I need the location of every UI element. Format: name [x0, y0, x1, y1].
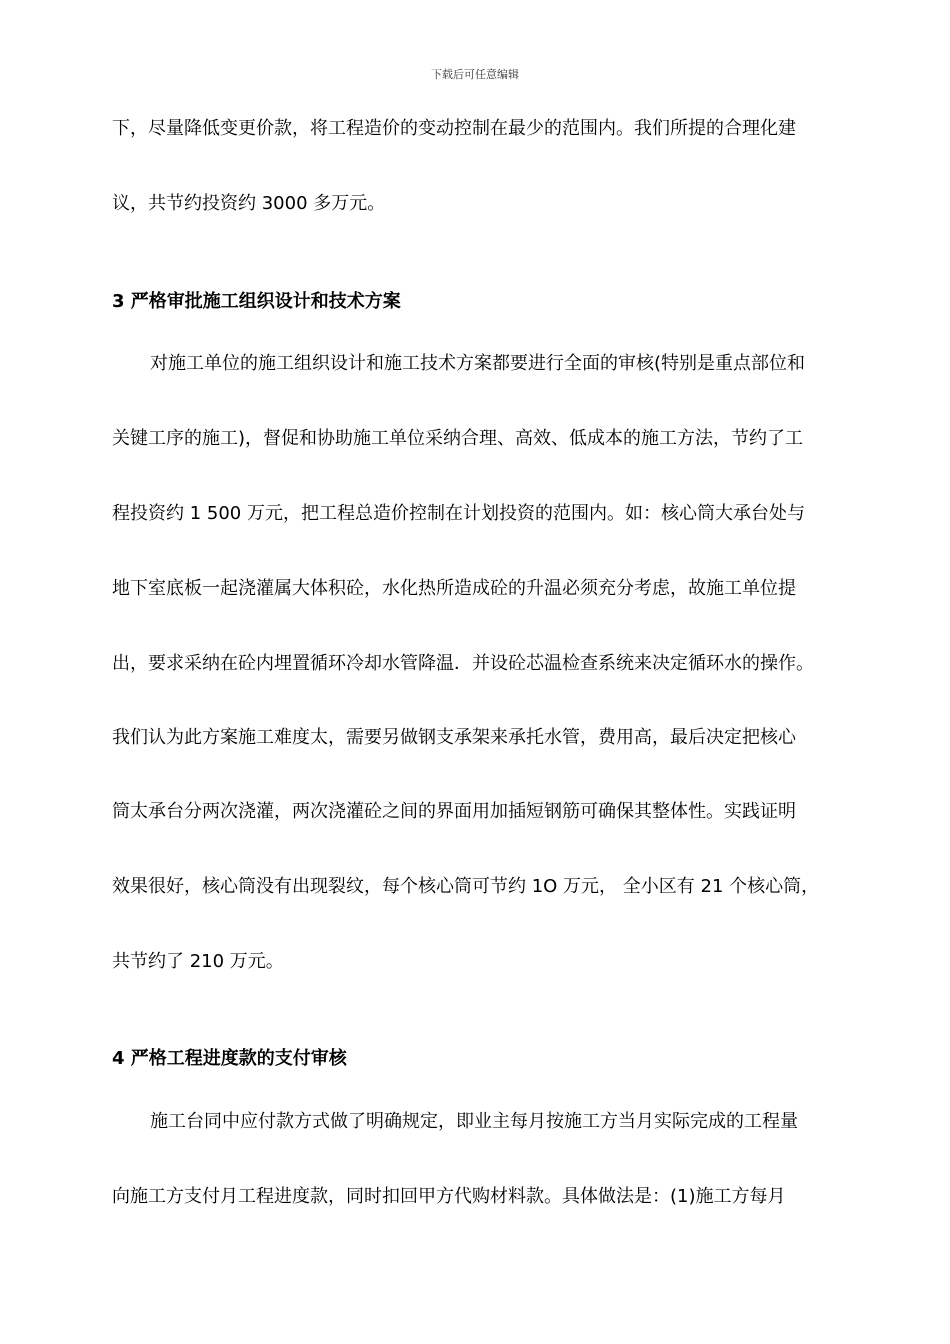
- body-line: 向施工方支付月工程进度款，同时扣回甲方代购材料款。具体做法是：(1)施工方每月: [112, 1186, 786, 1207]
- body-line: 议，共节约投资约 3000 多万元。: [112, 193, 386, 214]
- body-line: 程投资约 1 500 万元，把工程总造价控制在计划投资的范围内。如：核心筒大承台处与: [112, 503, 805, 524]
- body-line: 筒太承台分两次浇灌，两次浇灌砼之间的界面用加插短钢筋可确保其整体性。实践证明: [112, 801, 796, 822]
- paragraph-first-line: 施工台同中应付款方式做了明确规定，即业主每月按施工方当月实际完成的工程量: [150, 1111, 798, 1132]
- body-line: 下，尽量降低变更价款，将工程造价的变动控制在最少的范围内。我们所提的合理化建: [112, 118, 796, 139]
- section-heading-4: 4 严格工程进度款的支付审核: [112, 1048, 347, 1069]
- body-line: 共节约了 210 万元。: [112, 951, 284, 972]
- body-line: 出，要求采纳在砼内埋置循环冷却水管降温．并设砼芯温检查系统来决定循环水的操作。: [112, 653, 814, 674]
- section-heading-3: 3 严格审批施工组织设计和技术方案: [112, 291, 401, 312]
- body-line: 关键工序的施工)，督促和协助施工单位采纳合理、高效、低成本的施工方法，节约了工: [112, 428, 804, 449]
- page-header: 下载后可任意编辑: [431, 68, 519, 81]
- body-line: 效果很好，核心筒没有出现裂纹，每个核心筒可节约 1O 万元， 全小区有 21 个核心筒，: [112, 876, 820, 897]
- body-line: 地下室底板一起浇灌属大体积砼，水化热所造成砼的升温必须充分考虑，故施工单位提: [112, 578, 796, 599]
- body-line: 我们认为此方案施工难度太，需要另做钢支承架来承托水管，费用高，最后决定把核心: [112, 727, 796, 748]
- paragraph-first-line: 对施工单位的施工组织设计和施工技术方案都要进行全面的审核(特别是重点部位和: [150, 353, 806, 374]
